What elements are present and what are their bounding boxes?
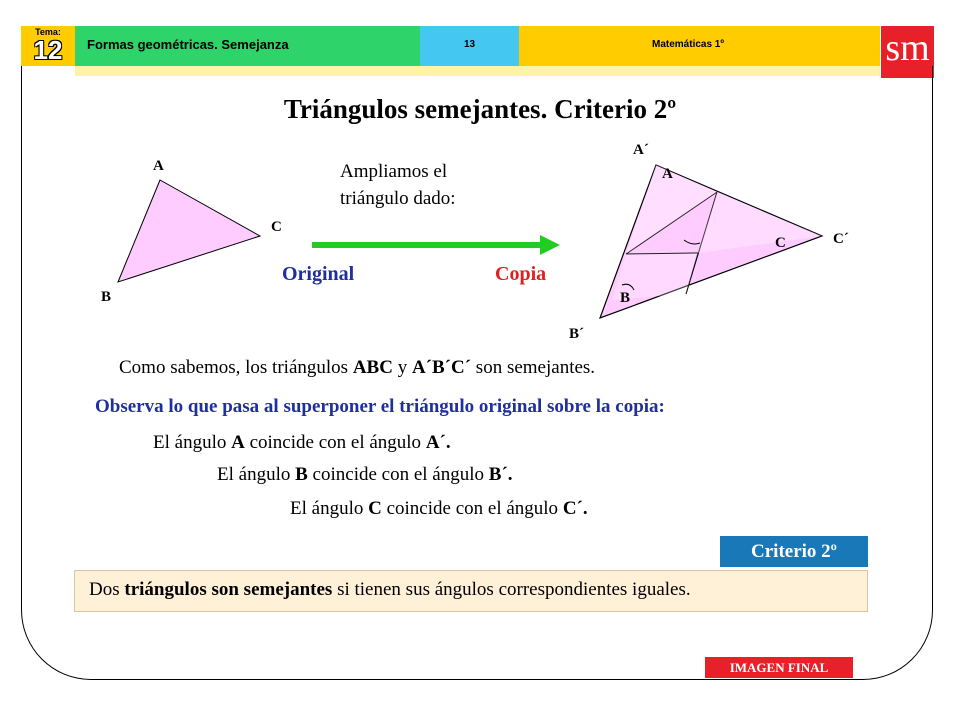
angle-a-pre: El ángulo (153, 432, 232, 453)
page-number: 13 (463, 39, 476, 50)
copy-vertex-c: C (775, 235, 786, 251)
criterio-badge: Criterio 2º (720, 536, 868, 567)
similar-statement (119, 356, 595, 380)
angle-b-pre: El ángulo (217, 464, 296, 485)
similar-statement-abc-prime: A´B´C´ (411, 357, 472, 378)
copy-vertex-a: A (662, 166, 673, 182)
original-vertex-c: C (271, 219, 282, 235)
angle-a-statement (153, 431, 451, 455)
similar-statement-pre: Como sabemos, los triángulos (119, 357, 353, 378)
tema-number: 12 (33, 35, 63, 65)
enlarge-arrow-head (540, 235, 560, 255)
angle-c-statement (290, 497, 588, 521)
angle-a-prime: A´. (425, 432, 451, 453)
original-vertex-a: A (153, 158, 164, 174)
angle-a-letter: A (231, 432, 245, 453)
copy-vertex-b: B (620, 290, 631, 306)
copy-vertex-c-prime: C´ (833, 231, 849, 247)
sm-logo: sm (881, 26, 934, 78)
unit-title: Formas geométricas. Semejanza (87, 37, 289, 52)
definition-text (89, 579, 691, 601)
angle-c-mid: coincide con el ángulo (381, 498, 563, 519)
similar-statement-post: son semejantes. (471, 357, 596, 378)
observe-instruction: Observa lo que pasa al superponer el triángulo original sobre la copia: (95, 396, 665, 417)
definition-post: si tienen sus ángulos correspondientes iguales. (332, 579, 691, 600)
overlay-shade-c (698, 192, 822, 253)
definition-box (74, 570, 868, 612)
angle-c-prime: C´. (562, 498, 588, 519)
imagen-final-button[interactable]: IMAGEN FINAL (705, 657, 853, 678)
enlarge-caption-line-1: Ampliamos el (340, 161, 448, 182)
copy-vertex-b-prime: B´ (569, 326, 584, 342)
angle-b-prime: B´. (488, 464, 513, 485)
angle-c-pre: El ángulo (290, 498, 369, 519)
page-title: Triángulos semejantes. Criterio 2º (283, 94, 677, 124)
original-triangle (118, 180, 260, 282)
copy-vertex-a-prime: A´ (633, 142, 649, 158)
original-label: Original (282, 263, 355, 285)
tema-label: Tema: (35, 27, 61, 37)
copy-label: Copia (495, 263, 547, 285)
angle-c-letter: C (368, 498, 382, 519)
similar-statement-mid: y (392, 357, 412, 378)
similar-statement-abc: ABC (352, 357, 393, 378)
angle-a-mid: coincide con el ángulo (244, 432, 426, 453)
definition-pre: Dos (89, 579, 125, 600)
course-name: Matemáticas 1º (652, 39, 725, 50)
angle-b-letter: B (295, 464, 308, 485)
definition-bold: triángulos son semejantes (124, 579, 333, 600)
angle-b-mid: coincide con el ángulo (307, 464, 489, 485)
angle-b-statement (217, 463, 513, 487)
original-vertex-b: B (101, 289, 112, 305)
enlarge-caption-line-2: triángulo dado: (340, 188, 456, 209)
